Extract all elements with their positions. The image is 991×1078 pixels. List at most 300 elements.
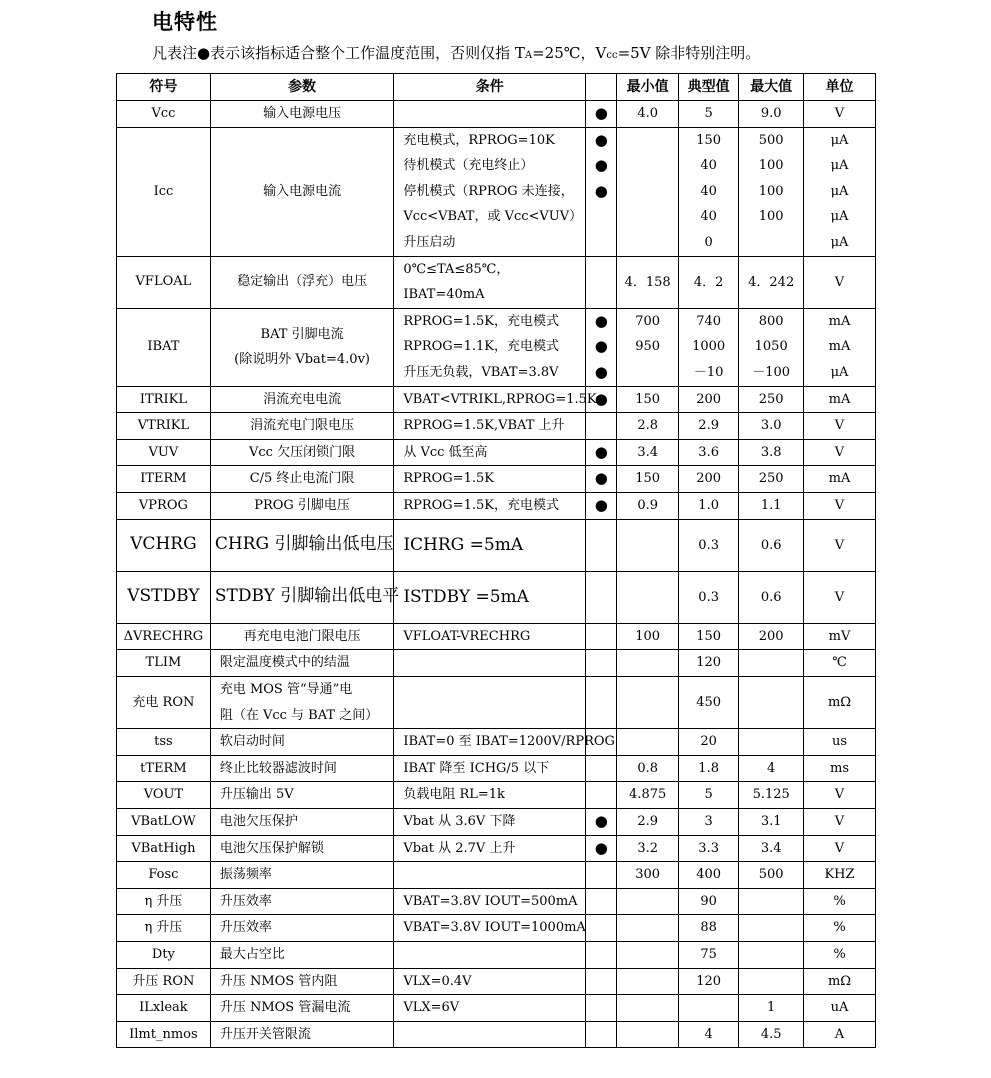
note-cell xyxy=(586,835,617,862)
table-row xyxy=(117,127,876,256)
parameter-cell xyxy=(210,968,393,995)
typ-cell xyxy=(678,256,738,308)
note-cc-subscript: cc xyxy=(606,50,618,61)
parameter-text: 升压开关管限流 xyxy=(219,1026,311,1042)
max-cell xyxy=(739,127,804,256)
min-value: 3.4 xyxy=(637,444,658,460)
typ-value: 3.3 xyxy=(698,840,719,856)
parameter-cell xyxy=(210,623,393,650)
parameter-text: 振荡频率 xyxy=(219,867,272,883)
table-row xyxy=(117,915,876,942)
symbol-cell xyxy=(117,1021,211,1048)
symbol-text: Vcc xyxy=(151,106,176,121)
typ-cell xyxy=(678,101,738,128)
cond-value: ISTDBY =5mA xyxy=(403,586,529,607)
cond-cell xyxy=(394,1021,586,1048)
parameter-text: 充电 MOS 管“导通”电 xyxy=(219,682,353,698)
max-value: 100 xyxy=(758,209,784,225)
note-cell xyxy=(586,915,617,942)
max-value: 4.5 xyxy=(760,1026,782,1042)
parameter-cell xyxy=(210,571,400,623)
parameter-text: BAT 引脚电流 xyxy=(260,326,344,342)
unit-value: μA xyxy=(830,158,849,174)
cond-value: VLX=6V xyxy=(403,1000,460,1016)
parameter-text: 输入电源电压 xyxy=(263,106,342,121)
max-cell xyxy=(739,492,804,519)
parameter-text: 稳定输出（浮充）电压 xyxy=(237,274,368,290)
unit-value: % xyxy=(833,893,846,909)
note-cell xyxy=(586,127,617,256)
unit-value: mA xyxy=(828,471,851,487)
min-value xyxy=(621,650,674,676)
cond-value: VBAT<VTRIKL,RPROG=1.5K xyxy=(403,391,597,407)
min-cell xyxy=(617,862,679,889)
note-cell xyxy=(586,650,617,677)
max-cell xyxy=(739,1021,804,1048)
min-value: 0.9 xyxy=(637,497,658,513)
min-value xyxy=(621,153,674,179)
symbol-cell xyxy=(117,623,211,650)
unit-value: % xyxy=(833,947,846,962)
note-suffix: =5V 除非特别注明。 xyxy=(617,44,761,62)
unit-value: V xyxy=(834,840,845,856)
typ-value: 2.9 xyxy=(698,418,719,434)
min-cell xyxy=(617,677,679,729)
parameter-text: 涓流充电电流 xyxy=(263,391,342,407)
max-cell xyxy=(739,888,804,915)
max-cell xyxy=(739,729,804,756)
unit-value: % xyxy=(833,920,846,936)
min-value xyxy=(621,520,674,571)
cond-value: IBAT=0 至 IBAT=1200V/RPROG xyxy=(403,734,615,750)
min-cell xyxy=(617,729,679,756)
cond-value: 从 Vcc 低至高 xyxy=(403,444,488,460)
cond-value: IBAT=40mA xyxy=(403,287,485,303)
max-value: 0.6 xyxy=(760,537,782,553)
parameter-cell xyxy=(210,862,393,889)
symbol-cell xyxy=(117,101,211,128)
min-cell xyxy=(617,995,679,1022)
cond-cell xyxy=(394,782,586,809)
all-temp-dot: ● xyxy=(594,838,608,857)
typ-value: 40 xyxy=(700,183,717,199)
typ-cell xyxy=(678,439,738,466)
max-value: 1050 xyxy=(754,339,788,355)
max-value: 3.0 xyxy=(760,418,782,434)
min-cell xyxy=(617,650,679,677)
parameter-text: 输入电源电流 xyxy=(263,183,342,199)
symbol-cell xyxy=(117,677,211,729)
cond-cell xyxy=(394,729,615,756)
max-cell xyxy=(739,439,804,466)
typ-cell xyxy=(678,466,738,493)
cond-cell xyxy=(394,942,586,969)
parameter-text: 涓流充电门限电压 xyxy=(250,418,355,434)
note-cell xyxy=(586,623,617,650)
parameter-cell xyxy=(210,308,393,386)
unit-cell xyxy=(804,862,876,889)
unit-value: mA xyxy=(828,313,851,329)
table-row xyxy=(117,413,876,440)
unit-value: μA xyxy=(830,132,849,148)
parameter-text: CHRG 引脚输出低电压 xyxy=(214,534,394,555)
max-cell xyxy=(739,413,804,440)
min-cell xyxy=(617,623,679,650)
cond-value: IBAT 降至 ICHG/5 以下 xyxy=(403,760,550,776)
table-row xyxy=(117,439,876,466)
cond-value: 充电模式，RPROG=10K xyxy=(403,132,555,148)
parameter-cell xyxy=(210,256,393,308)
note-cell xyxy=(586,571,617,623)
max-cell xyxy=(739,650,804,677)
typ-value: 0.3 xyxy=(698,537,719,553)
all-temp-dot xyxy=(586,969,616,995)
unit-value: μA xyxy=(830,364,849,380)
min-value: 4．158 xyxy=(624,274,671,290)
all-temp-dot: ● xyxy=(594,469,608,488)
unit-cell xyxy=(804,650,876,677)
cond-value: VBAT=3.8V IOUT=500mA xyxy=(403,893,578,909)
min-value xyxy=(621,942,674,968)
note-cell xyxy=(586,677,617,729)
min-value xyxy=(621,969,674,995)
symbol-text: Dty xyxy=(151,947,175,962)
parameter-cell xyxy=(210,835,393,862)
all-temp-dot xyxy=(586,915,616,941)
unit-cell xyxy=(804,519,876,571)
unit-value: us xyxy=(831,734,848,750)
typ-cell xyxy=(678,492,738,519)
symbol-cell xyxy=(117,809,211,836)
cond-cell xyxy=(394,127,586,256)
table-row xyxy=(117,623,876,650)
symbol-text: VTRIKL xyxy=(137,418,190,434)
cond-cell xyxy=(394,386,597,413)
table-row xyxy=(117,256,876,308)
symbol-text: Icc xyxy=(153,183,174,199)
max-cell xyxy=(739,256,804,308)
max-value xyxy=(743,889,799,915)
unit-value: V xyxy=(834,274,845,290)
min-cell xyxy=(617,782,679,809)
typ-value: 3 xyxy=(704,814,713,830)
typ-cell xyxy=(678,888,738,915)
parameter-cell xyxy=(210,782,393,809)
symbol-cell xyxy=(117,492,211,519)
max-value: 3.8 xyxy=(760,444,782,460)
min-value: 300 xyxy=(635,867,661,883)
min-value xyxy=(621,179,674,205)
cond-cell xyxy=(394,755,586,782)
max-value: 5.125 xyxy=(752,787,790,803)
min-value xyxy=(621,230,674,256)
all-temp-dot xyxy=(586,862,616,888)
cond-value: 0℃≤TA≤85℃， xyxy=(403,261,510,277)
all-temp-dot xyxy=(586,942,616,968)
min-cell xyxy=(617,888,679,915)
max-value xyxy=(743,915,799,941)
symbol-cell xyxy=(117,466,211,493)
typ-value: 200 xyxy=(696,471,722,487)
typ-value: 150 xyxy=(696,132,722,148)
typ-cell xyxy=(678,968,738,995)
unit-cell xyxy=(804,386,876,413)
typ-cell xyxy=(678,571,738,623)
cond-cell xyxy=(394,995,586,1022)
max-value: 1.1 xyxy=(760,497,782,513)
unit-value: μA xyxy=(830,209,849,225)
symbol-cell xyxy=(117,835,211,862)
typ-value: 1.8 xyxy=(698,760,719,776)
typ-value: 400 xyxy=(696,867,722,883)
min-value: 2.9 xyxy=(637,814,658,830)
typ-cell xyxy=(678,862,738,889)
unit-cell xyxy=(804,127,876,256)
unit-value: V xyxy=(834,106,845,121)
typ-value: 1000 xyxy=(692,339,726,355)
typ-value: 740 xyxy=(696,313,722,329)
header-typ: 典型值 xyxy=(678,74,738,101)
min-cell xyxy=(617,386,679,413)
min-value xyxy=(621,729,674,755)
parameter-cell xyxy=(210,466,393,493)
symbol-text: VBatHigh xyxy=(131,840,196,856)
cond-cell xyxy=(394,623,586,650)
table-row xyxy=(117,729,876,756)
symbol-cell xyxy=(117,439,211,466)
note-cell xyxy=(586,492,617,519)
table-row xyxy=(117,995,876,1022)
typ-cell xyxy=(678,835,738,862)
unit-value: mΩ xyxy=(827,695,852,711)
header-min: 最小值 xyxy=(617,74,679,101)
cond-cell xyxy=(394,968,586,995)
cond-cell xyxy=(394,519,586,571)
cond-cell xyxy=(394,915,586,942)
symbol-cell xyxy=(117,968,211,995)
typ-value: 120 xyxy=(696,973,722,989)
max-value: 9.0 xyxy=(760,106,782,121)
table-row xyxy=(117,386,876,413)
symbol-cell xyxy=(117,729,211,756)
typ-value: 3.6 xyxy=(698,444,719,460)
symbol-text: tTERM xyxy=(140,760,187,776)
max-cell xyxy=(739,809,804,836)
min-cell xyxy=(617,466,679,493)
min-cell xyxy=(617,835,679,862)
max-cell xyxy=(739,466,804,493)
cond-value xyxy=(403,650,581,676)
max-value: 3.4 xyxy=(760,840,782,856)
table-header-row xyxy=(117,74,876,101)
note-cell xyxy=(586,968,617,995)
table-row xyxy=(117,650,876,677)
unit-cell xyxy=(804,942,876,969)
typ-cell xyxy=(678,995,738,1022)
unit-cell xyxy=(804,835,876,862)
min-cell xyxy=(617,809,679,836)
cond-value: Vbat 从 3.6V 下降 xyxy=(403,814,516,830)
typ-cell xyxy=(678,519,738,571)
note-cell xyxy=(586,862,617,889)
header-note xyxy=(586,74,617,101)
min-value: 2.8 xyxy=(637,418,658,434)
typ-value: 4 xyxy=(704,1026,713,1042)
unit-value: mA xyxy=(828,339,851,355)
all-temp-dot xyxy=(586,1022,616,1048)
max-value: －100 xyxy=(752,364,791,380)
cond-value: ICHRG =5mA xyxy=(403,534,524,555)
cond-cell xyxy=(394,413,586,440)
parameter-cell xyxy=(210,492,393,519)
typ-value: 90 xyxy=(700,893,717,909)
parameter-cell xyxy=(210,1021,393,1048)
parameter-cell xyxy=(210,888,393,915)
max-cell xyxy=(739,623,804,650)
cond-value xyxy=(403,101,581,127)
table-row xyxy=(117,466,876,493)
max-value: 200 xyxy=(758,628,784,644)
symbol-text: tss xyxy=(154,734,173,750)
symbol-text: VFLOAL xyxy=(135,274,192,290)
min-cell xyxy=(617,439,679,466)
cond-cell xyxy=(394,809,586,836)
cond-value: VBAT=3.8V IOUT=1000mA xyxy=(403,920,586,936)
max-value: 3.1 xyxy=(760,814,782,830)
note-cell xyxy=(586,308,617,386)
parameter-cell xyxy=(210,101,393,128)
unit-value: V xyxy=(834,537,845,553)
min-cell xyxy=(617,571,679,623)
symbol-cell xyxy=(117,862,211,889)
all-temp-dot xyxy=(586,995,616,1021)
parameter-text: 升压效率 xyxy=(219,920,272,936)
max-value: 4．242 xyxy=(748,274,795,290)
parameter-text: 软启动时间 xyxy=(219,734,285,750)
all-temp-dot: ● xyxy=(594,495,608,514)
typ-value: 0 xyxy=(704,234,713,250)
min-value xyxy=(621,128,674,154)
table-row xyxy=(117,835,876,862)
unit-value: V xyxy=(834,444,845,460)
min-value: 150 xyxy=(635,471,661,487)
unit-cell xyxy=(804,677,876,729)
symbol-cell xyxy=(117,782,211,809)
table-row xyxy=(117,942,876,969)
parameter-text-2: (除说明外 Vbat=4.0v) xyxy=(234,352,370,368)
cond-value xyxy=(403,677,581,728)
typ-value: 0.3 xyxy=(698,589,719,605)
max-value: 250 xyxy=(758,391,784,407)
parameter-cell xyxy=(210,650,393,677)
unit-value: ms xyxy=(830,760,849,776)
max-cell xyxy=(739,519,804,571)
symbol-cell xyxy=(117,755,211,782)
unit-value: μA xyxy=(830,183,849,199)
symbol-text: ΔVRECHRG xyxy=(123,628,204,644)
min-cell xyxy=(617,942,679,969)
unit-cell xyxy=(804,968,876,995)
cond-cell xyxy=(394,888,586,915)
unit-cell xyxy=(804,413,876,440)
note-text xyxy=(152,42,760,63)
max-cell xyxy=(739,308,804,386)
typ-cell xyxy=(678,1021,738,1048)
all-temp-dot xyxy=(586,572,616,623)
parameter-text: PROG 引脚电压 xyxy=(254,497,350,513)
typ-value: 5 xyxy=(704,106,713,121)
max-value: 250 xyxy=(758,471,784,487)
unit-cell xyxy=(804,755,876,782)
symbol-text: VBatLOW xyxy=(131,814,196,830)
symbol-text: 充电 RON xyxy=(132,694,195,710)
symbol-text: 升压 RON xyxy=(132,973,195,989)
note-cell xyxy=(586,888,617,915)
table-row xyxy=(117,888,876,915)
typ-value: 200 xyxy=(696,391,722,407)
parameter-text: 最大占空比 xyxy=(219,947,285,962)
min-value xyxy=(621,204,674,230)
min-cell xyxy=(617,968,679,995)
symbol-cell xyxy=(117,942,211,969)
min-value xyxy=(621,889,674,915)
typ-value: －10 xyxy=(693,364,724,380)
all-temp-dot xyxy=(586,782,616,808)
cond-value: VLX=0.4V xyxy=(403,973,472,989)
parameter-cell xyxy=(210,729,393,756)
all-temp-dot xyxy=(586,230,616,256)
parameter-text-2: 阻（在 Vcc 与 BAT 之间） xyxy=(219,707,379,723)
max-value xyxy=(743,729,799,755)
cond-value: Vbat 从 2.7V 上升 xyxy=(403,840,516,856)
parameter-text: STDBY 引脚输出低电平 xyxy=(214,586,400,607)
unit-value: V xyxy=(834,418,845,434)
min-cell xyxy=(617,101,679,128)
cond-cell xyxy=(394,650,586,677)
cond-cell xyxy=(394,256,586,308)
symbol-cell xyxy=(117,519,211,571)
table-row xyxy=(117,755,876,782)
cond-cell xyxy=(394,308,586,386)
cond-cell xyxy=(394,835,586,862)
typ-cell xyxy=(678,782,738,809)
all-temp-dot: ● xyxy=(594,337,608,356)
symbol-cell xyxy=(117,995,211,1022)
table-row xyxy=(117,308,876,386)
parameter-cell xyxy=(210,809,393,836)
unit-cell xyxy=(804,782,876,809)
unit-cell xyxy=(804,915,876,942)
min-cell xyxy=(617,492,679,519)
parameter-cell xyxy=(210,519,393,571)
min-value: 700 xyxy=(635,313,661,329)
cond-cell xyxy=(394,492,586,519)
unit-value: V xyxy=(834,814,845,830)
typ-value: 5 xyxy=(704,787,713,803)
symbol-text: ITRIKL xyxy=(139,391,187,407)
max-cell xyxy=(739,677,804,729)
note-cell xyxy=(586,413,617,440)
cond-cell xyxy=(394,677,586,729)
note-mid: =25℃，V xyxy=(532,44,607,62)
min-value: 100 xyxy=(635,628,661,644)
max-value xyxy=(743,677,799,728)
typ-cell xyxy=(678,729,738,756)
max-cell xyxy=(739,995,804,1022)
all-temp-dot xyxy=(586,204,616,230)
cond-value xyxy=(403,862,581,888)
all-temp-dot: ● xyxy=(594,156,608,175)
